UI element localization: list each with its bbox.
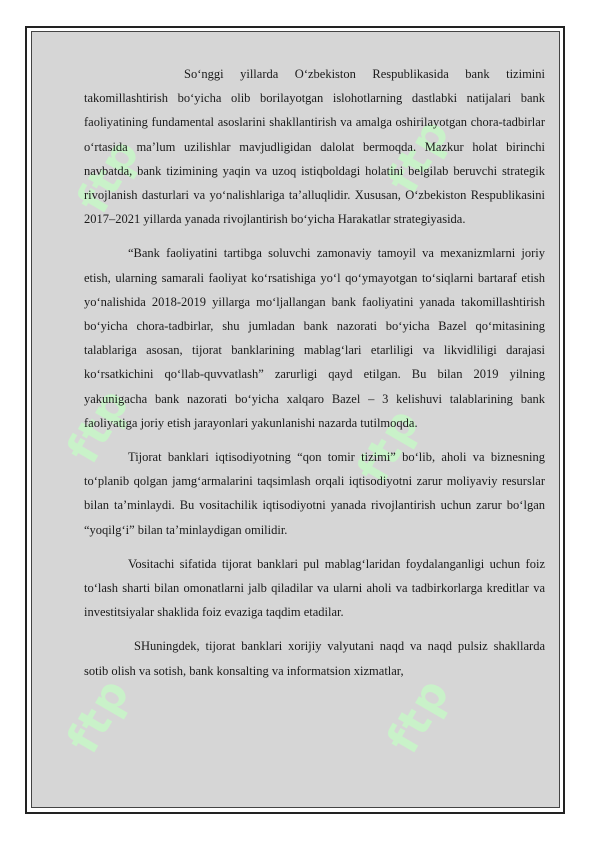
document-body <box>84 62 545 693</box>
paragraph: Tijorat banklari iqtisodiyotning “qon tomir tizimi” bo‘lib, aholi va biznesning to‘planib qolgan jamg‘armalarini taqsimlash orqali iqtisodiyotni zarur moliyaviy resurslar bilan ta’minlaydi. Bu vositachilik iqtisodiyotni yanada rivojlantirish uchun zarur bo‘lgan “yoqilg‘i” bilan ta’minlaydigan omilidir. <box>84 450 545 537</box>
watermark: ftp <box>377 669 461 762</box>
paragraph: So‘nggi yillarda O‘zbekiston Respublikasida bank tizimini takomillashtirish bo‘yicha olib borilayotgan islohotlarning dastlabki natijalari bank faoliyatining fundamental asoslarini shakllantirish va amalga oshirilayotgan chora-tadbirlar o‘rtasida ma’lum uzilishlar mavjudligidan dalolat bermoqda. Mazkur holat birinchi navbatda, bank tizimining yaqin va uzoq istiqboldagi holatini belgilab beruvchi strategik rivojlanish dasturlari va yo‘nalishlariga ta’alluqlidir. Xususan, O‘zbekiston Respublikasini 2017–2021 yillarda yanada rivojlantirish bo‘yicha Harakatlar strategiyasida. <box>84 67 545 227</box>
watermark: ftp <box>347 399 431 492</box>
watermark: ftp <box>377 109 461 202</box>
paragraph: “Bank faoliyatini tartibga soluvchi zamonaviy tamoyil va mexanizmlarni joriy etish, ularning samarali faoliyat ko‘rsatishiga yo‘l qo‘ymayotgan to‘siqlarni bartaraf etish yo‘nalishida 2018-2019 yillarga mo‘ljallangan bank faoliyatini yanada takomillashtirish bo‘yicha chora-tadbirlar, shu jumladan bank nazorati bo‘yicha Bazel qo‘mitasining talablariga asosan, tijorat banklarining mablag‘lari etarliligi va likvidliligi darajasi ko‘rsatkichini qo‘llab-quvvatlash” zarurligi qayd etilgan. Bu bilan 2019 yilning yakunigacha bank nazorati bo‘yicha xalqaro Bazel – 3 kelishuvi talablarining bank faoliyatiga joriy etish jarayonlari yakunlanishi nazarda tutilmoqda. <box>84 246 545 430</box>
paragraph: Vositachi sifatida tijorat banklari pul mablag‘laridan foydalanganligi uchun foiz to‘lash sharti bilan omonatlarni jalb qiladilar va ularni aholi va tadbirkorlarga kreditlar va investitsiyalar shaklida foiz evaziga taqdim etadilar. <box>84 556 545 620</box>
watermark: ftp <box>57 379 141 472</box>
watermark: ftp <box>67 129 151 222</box>
paragraph: SHuningdek, tijorat banklari xorijiy valyutani naqd va naqd pulsiz shakllarda sotib olish va sotish, bank konsalting va informatsion xizmatlar, <box>84 639 545 678</box>
watermark: ftp <box>57 669 141 762</box>
